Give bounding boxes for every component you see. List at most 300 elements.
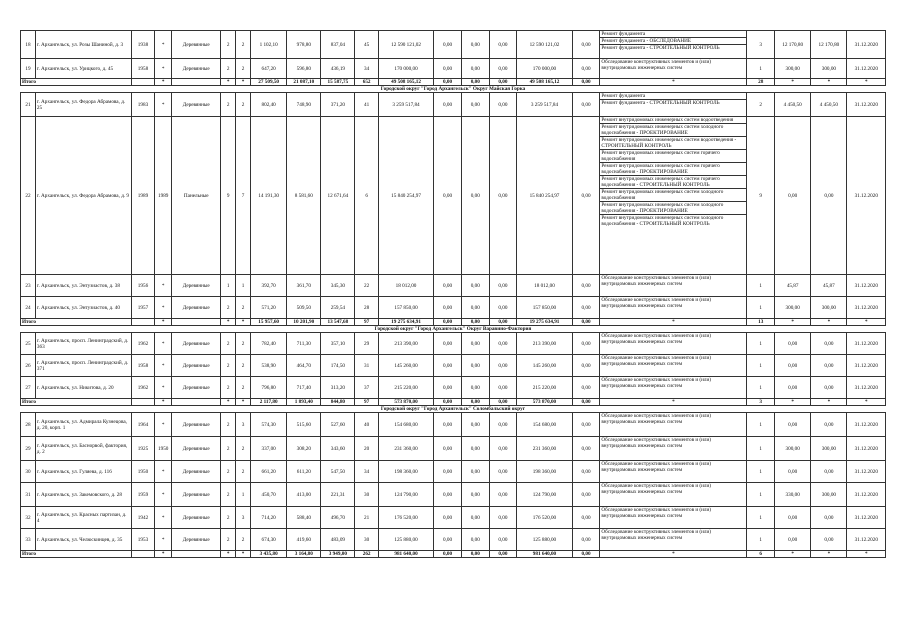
- cell-v2: 300,00: [811, 483, 847, 507]
- works-cell: [600, 93, 747, 117]
- work-item: Ремонт фундамента: [600, 93, 746, 100]
- row-number: 24: [21, 297, 36, 319]
- work-item: Обследование конструктивных элементов и (или) внутридомовых инженерных систем: [601, 413, 712, 425]
- total-cell-cnt: 3: [747, 399, 775, 406]
- cell-f5: 0,00: [572, 413, 600, 437]
- cell-f3: 0,00: [489, 413, 517, 437]
- work-item: Обследование конструктивных элементов и (или) внутридомовых инженерных систем: [601, 507, 712, 519]
- works-cell: [600, 483, 747, 507]
- cell-s2: 308,20: [287, 437, 321, 461]
- work-item: Ремонт внутридомовых инженерных систем холодного водоснабжения - ПРОЕКТИРОВАНИЕ: [600, 202, 746, 215]
- cell-f1: 0,00: [434, 461, 462, 483]
- cell-f2: 0,00: [461, 461, 489, 483]
- cell-f4: 176 520,00: [517, 507, 572, 529]
- cell-s3: 496,70: [321, 507, 355, 529]
- blank-cell: [131, 319, 154, 326]
- row-number: 25: [21, 333, 36, 355]
- total-cell-s3: 13 547,68: [321, 319, 355, 326]
- cell-y2: 1950: [155, 437, 172, 461]
- cell-date: 31.12.2020: [847, 377, 886, 399]
- cell-p: 34: [355, 461, 378, 483]
- works-cell: [600, 529, 747, 551]
- address-cell: г. Архангельск, ул. Челюскинцев, д. 35: [35, 529, 131, 551]
- works-cell: [600, 413, 747, 437]
- cell-s3: 436,19: [321, 59, 355, 79]
- work-item: Обследование конструктивных элементов и (или) внутридомовых инженерных систем: [601, 437, 712, 449]
- total-star: *: [155, 79, 172, 86]
- cell-f3: 0,00: [489, 93, 517, 117]
- cell-y2: *: [155, 31, 172, 59]
- cell-s2: 611,20: [287, 461, 321, 483]
- cell-fl: 2: [221, 529, 236, 551]
- cell-cost: 154 680,00: [378, 413, 433, 437]
- cell-s3: 837,04: [321, 31, 355, 59]
- cell-s1: 1 102,10: [251, 31, 287, 59]
- row-number: 32: [21, 507, 36, 529]
- works-cell: [600, 275, 747, 297]
- cell-v2: 0,00: [811, 117, 847, 275]
- cell-f5: 0,00: [572, 377, 600, 399]
- cell-cnt: 1: [747, 483, 775, 507]
- cell-fl: 2: [221, 93, 236, 117]
- total-star: *: [221, 551, 236, 558]
- cell-y1: 1962: [131, 377, 154, 399]
- table-row: [21, 117, 886, 275]
- work-item: Ремонт внутридомовых инженерных систем холодного водоснабжения - ПРОЕКТИРОВАНИЕ: [600, 124, 746, 137]
- cell-cost: 12 590 121,02: [378, 31, 433, 59]
- cell-s3: 259,54: [321, 297, 355, 319]
- cell-en: 2: [236, 437, 251, 461]
- cell-f3: 0,00: [489, 117, 517, 275]
- cell-s2: 8 581,60: [287, 117, 321, 275]
- cell-y2: *: [155, 529, 172, 551]
- cell-cnt: 1: [747, 413, 775, 437]
- cell-f4: 170 000,00: [517, 59, 572, 79]
- cell-f5: 0,00: [572, 355, 600, 377]
- table-row: [21, 377, 886, 399]
- cell-cost: 125 880,00: [378, 529, 433, 551]
- cell-s2: 464,70: [287, 355, 321, 377]
- cell-v2: 0,00: [811, 333, 847, 355]
- cell-s2: 711,30: [287, 333, 321, 355]
- total-cell-cnt: 13: [747, 319, 775, 326]
- total-cell-v2: *: [811, 79, 847, 86]
- cell-s1: 802,40: [251, 93, 287, 117]
- cell-v2: 0,00: [811, 355, 847, 377]
- total-label: Итого: [21, 551, 132, 558]
- address-cell: г. Архангельск, ул. Красных партизан, д. 4: [35, 507, 131, 529]
- total-cell-v1: *: [775, 319, 811, 326]
- cell-f2: 0,00: [461, 413, 489, 437]
- cell-fl: 2: [221, 483, 236, 507]
- total-cell-date: *: [847, 79, 886, 86]
- cell-s1: 674,30: [251, 529, 287, 551]
- cell-f5: 0,00: [572, 507, 600, 529]
- table-row: [21, 31, 886, 59]
- cell-s3: 174,50: [321, 355, 355, 377]
- works-cell: [600, 355, 747, 377]
- cell-fl: 2: [221, 437, 236, 461]
- total-cell-s2: 21 087,10: [287, 79, 321, 86]
- cell-f2: 0,00: [461, 93, 489, 117]
- cell-v2: 0,00: [811, 413, 847, 437]
- cell-y2: *: [155, 413, 172, 437]
- total-cell-f4: 573 870,00: [517, 399, 572, 406]
- cell-en: 2: [236, 333, 251, 355]
- work-item: Обследование конструктивных элементов и (или) внутридомовых инженерных систем: [601, 529, 712, 541]
- cell-cnt: 1: [747, 59, 775, 79]
- works-cell: [600, 59, 747, 79]
- total-cell-s3: 844,80: [321, 399, 355, 406]
- cell-v2: 0,00: [811, 507, 847, 529]
- total-star: *: [221, 319, 236, 326]
- cell-fl: 2: [221, 461, 236, 483]
- cell-mat: Панельные: [172, 117, 221, 275]
- address-cell: г. Архангельск, ул. Баснорвой, фактория, д. 2: [35, 437, 131, 461]
- address-cell: г. Архангельск, ул. Розы Шаниной, д. 3: [35, 31, 131, 59]
- cell-cost: 145 260,00: [378, 355, 433, 377]
- capital-repair-table: [20, 30, 886, 558]
- total-cell-f2: 0,00: [461, 399, 489, 406]
- cell-s3: 221,31: [321, 483, 355, 507]
- cell-date: 31.12.2020: [847, 31, 886, 59]
- cell-y1: 1925: [131, 437, 154, 461]
- cell-en: 2: [236, 297, 251, 319]
- cell-s3: 12 671,64: [321, 117, 355, 275]
- cell-f2: 0,00: [461, 117, 489, 275]
- cell-cnt: 1: [747, 377, 775, 399]
- cell-fl: 2: [221, 333, 236, 355]
- cell-s2: 717,40: [287, 377, 321, 399]
- cell-f2: 0,00: [461, 355, 489, 377]
- cell-v1: 0,00: [775, 333, 811, 355]
- cell-date: 31.12.2020: [847, 355, 886, 377]
- cell-f4: 215 220,00: [517, 377, 572, 399]
- cell-cnt: 1: [747, 333, 775, 355]
- cell-mat: Деревянные: [172, 413, 221, 437]
- cell-en: 2: [236, 377, 251, 399]
- cell-y1: 1957: [131, 297, 154, 319]
- cell-s2: 748,90: [287, 93, 321, 117]
- total-cell-f4: 19 275 634,91: [517, 319, 572, 326]
- cell-v1: 330,00: [775, 483, 811, 507]
- cell-v2: 45,87: [811, 275, 847, 297]
- cell-f4: 198 360,00: [517, 461, 572, 483]
- row-number: 26: [21, 355, 36, 377]
- table-row: [21, 529, 886, 551]
- cell-fl: 2: [221, 507, 236, 529]
- cell-en: 1: [236, 275, 251, 297]
- cell-f2: 0,00: [461, 507, 489, 529]
- total-label: Итого: [21, 79, 132, 86]
- cell-f2: 0,00: [461, 297, 489, 319]
- total-star: *: [155, 399, 172, 406]
- total-label: Итого: [21, 319, 132, 326]
- cell-f5: 0,00: [572, 437, 600, 461]
- row-number: 33: [21, 529, 36, 551]
- cell-f1: 0,00: [434, 377, 462, 399]
- cell-s3: 357,10: [321, 333, 355, 355]
- total-star: *: [221, 79, 236, 86]
- works-cell: [600, 117, 747, 275]
- cell-y2: *: [155, 507, 172, 529]
- district-header-row: [21, 406, 886, 413]
- cell-v1: 300,00: [775, 437, 811, 461]
- total-cell-w: *: [600, 79, 747, 86]
- cell-s1: 661,20: [251, 461, 287, 483]
- district-header: Городской округ "Город Архангельск" Соломбальский округ: [21, 406, 886, 413]
- district-header: Городской округ "Город Архангельск" Округ Майская Горка: [21, 86, 886, 93]
- table-row: [21, 93, 886, 117]
- cell-mat: Деревянные: [172, 355, 221, 377]
- total-cell-s3: 3 949,00: [321, 551, 355, 558]
- cell-v2: 0,00: [811, 377, 847, 399]
- total-cell-f1: 0,00: [434, 399, 462, 406]
- cell-en: 1: [236, 483, 251, 507]
- blank-cell: [172, 399, 221, 406]
- cell-en: 3: [236, 507, 251, 529]
- cell-f1: 0,00: [434, 297, 462, 319]
- total-cell-date: *: [847, 551, 886, 558]
- address-cell: г. Архангельск, ул. Энтузиастов, д. 38: [35, 275, 131, 297]
- cell-v2: 12 170,80: [811, 31, 847, 59]
- total-cell-p: 97: [355, 319, 378, 326]
- cell-p: 34: [355, 59, 378, 79]
- cell-date: 31.12.2020: [847, 333, 886, 355]
- table-row: [21, 413, 886, 437]
- total-cell-w: *: [600, 399, 747, 406]
- address-cell: г. Архангельск, ул. Адмирала Кузнецова, д. 20, корп. 1: [35, 413, 131, 437]
- work-item: Ремонт внутридомовых инженерных систем холодного водоснабжения: [600, 189, 746, 202]
- cell-y2: *: [155, 333, 172, 355]
- cell-f3: 0,00: [489, 355, 517, 377]
- table-row: [21, 59, 886, 79]
- table-row: [21, 507, 886, 529]
- total-cell-f2: 0,00: [461, 79, 489, 86]
- cell-f1: 0,00: [434, 355, 462, 377]
- works-cell: [600, 333, 747, 355]
- total-cell-w: *: [600, 551, 747, 558]
- cell-v1: 0,00: [775, 507, 811, 529]
- cell-v2: 300,00: [811, 59, 847, 79]
- cell-y2: *: [155, 461, 172, 483]
- total-cell-f5: 0,00: [572, 319, 600, 326]
- works-cell: [600, 461, 747, 483]
- cell-s2: 596,80: [287, 59, 321, 79]
- cell-s1: 571,20: [251, 297, 287, 319]
- cell-date: 31.12.2020: [847, 483, 886, 507]
- work-item: Ремонт внутридомовых инженерных систем водоотведения - СТРОИТЕЛЬНЫЙ КОНТРОЛЬ: [600, 137, 746, 150]
- cell-p: 30: [355, 529, 378, 551]
- total-cell-w: *: [600, 319, 747, 326]
- cell-f1: 0,00: [434, 117, 462, 275]
- cell-cost: 170 000,00: [378, 59, 433, 79]
- total-cell-f1: 0,00: [434, 551, 462, 558]
- cell-cnt: 1: [747, 507, 775, 529]
- total-star: *: [236, 79, 251, 86]
- cell-fl: 2: [221, 355, 236, 377]
- cell-f1: 0,00: [434, 275, 462, 297]
- cell-v1: 0,00: [775, 355, 811, 377]
- work-item: Ремонт фундамента - СТРОИТЕЛЬНЫЙ КОНТРОЛЬ: [601, 100, 720, 106]
- blank-cell: [131, 79, 154, 86]
- cell-fl: 2: [221, 297, 236, 319]
- address-cell: г. Архангельск, ул. Федора Абрамова, д. 25: [35, 93, 131, 117]
- cell-p: 28: [355, 297, 378, 319]
- cell-fl: 2: [221, 413, 236, 437]
- cell-cost: 176 520,00: [378, 507, 433, 529]
- cell-p: 21: [355, 507, 378, 529]
- table-row: [21, 275, 886, 297]
- cell-f5: 0,00: [572, 529, 600, 551]
- cell-y2: *: [155, 483, 172, 507]
- total-cell-s2: 1 893,40: [287, 399, 321, 406]
- cell-f4: 145 260,00: [517, 355, 572, 377]
- cell-mat: Деревянные: [172, 31, 221, 59]
- cell-f2: 0,00: [461, 275, 489, 297]
- cell-mat: Деревянные: [172, 59, 221, 79]
- cell-f3: 0,00: [489, 333, 517, 355]
- cell-f1: 0,00: [434, 93, 462, 117]
- cell-y2: *: [155, 355, 172, 377]
- work-item: Ремонт внутридомовых инженерных систем холодного водоснабжения - СТРОИТЕЛЬНЫЙ КОНТРОЛЬ: [601, 215, 724, 227]
- cell-p: 45: [355, 31, 378, 59]
- cell-y2: *: [155, 275, 172, 297]
- works-cell: [600, 31, 747, 59]
- cell-v2: 0,00: [811, 461, 847, 483]
- cell-f3: 0,00: [489, 529, 517, 551]
- total-cell-f3: 0,00: [489, 551, 517, 558]
- cell-f2: 0,00: [461, 333, 489, 355]
- work-item: Ремонт внутридомовых инженерных систем горячего водоснабжения - ПРОЕКТИРОВАНИЕ: [600, 163, 746, 176]
- cell-mat: Деревянные: [172, 333, 221, 355]
- cell-s2: 978,80: [287, 31, 321, 59]
- cell-f4: 124 790,00: [517, 483, 572, 507]
- cell-v2: 0,00: [811, 529, 847, 551]
- cell-v1: 4 450,50: [775, 93, 811, 117]
- cell-f1: 0,00: [434, 31, 462, 59]
- work-item: Ремонт фундамента: [600, 31, 746, 38]
- cell-f3: 0,00: [489, 483, 517, 507]
- cell-v1: 0,00: [775, 377, 811, 399]
- table-row: [21, 355, 886, 377]
- cell-en: 2: [236, 355, 251, 377]
- cell-f4: 125 880,00: [517, 529, 572, 551]
- cell-y1: 1942: [131, 507, 154, 529]
- blank-cell: [172, 551, 221, 558]
- cell-y1: 1959: [131, 483, 154, 507]
- cell-s2: 419,60: [287, 529, 321, 551]
- total-cell-f4: 981 640,00: [517, 551, 572, 558]
- cell-f2: 0,00: [461, 31, 489, 59]
- cell-cost: 198 360,00: [378, 461, 433, 483]
- total-cell-s1: 2 117,80: [251, 399, 287, 406]
- cell-f2: 0,00: [461, 529, 489, 551]
- table-row: [21, 437, 886, 461]
- row-number: 23: [21, 275, 36, 297]
- row-number: 29: [21, 437, 36, 461]
- cell-s1: 450,70: [251, 483, 287, 507]
- total-row: [21, 399, 886, 406]
- row-number: 30: [21, 461, 36, 483]
- cell-f4: 12 590 121,02: [517, 31, 572, 59]
- cell-date: 31.12.2020: [847, 507, 886, 529]
- cell-s1: 14 191,30: [251, 117, 287, 275]
- cell-f5: 0,00: [572, 483, 600, 507]
- cell-f2: 0,00: [461, 483, 489, 507]
- cell-en: 2: [236, 93, 251, 117]
- cell-fl: 2: [221, 31, 236, 59]
- cell-f4: 231 360,00: [517, 437, 572, 461]
- cell-y1: 1964: [131, 413, 154, 437]
- cell-p: 31: [355, 355, 378, 377]
- work-item: Обследование конструктивных элементов и (или) внутридомовых инженерных систем: [601, 59, 712, 71]
- cell-f3: 0,00: [489, 297, 517, 319]
- district-header: Городской округ "Город Архангельск" Округ Варавино-Фактория: [21, 326, 886, 333]
- row-number: 21: [21, 93, 36, 117]
- cell-date: 31.12.2020: [847, 59, 886, 79]
- work-item: Ремонт внутридомовых инженерных систем горячего водоснабжения: [600, 150, 746, 163]
- cell-f4: 157 850,00: [517, 297, 572, 319]
- total-cell-v1: *: [775, 79, 811, 86]
- total-cell-s1: 15 957,60: [251, 319, 287, 326]
- cell-s3: 547,50: [321, 461, 355, 483]
- cell-y1: 1962: [131, 333, 154, 355]
- cell-v1: 0,00: [775, 461, 811, 483]
- cell-f2: 0,00: [461, 377, 489, 399]
- total-star: *: [236, 399, 251, 406]
- total-cell-p: 97: [355, 399, 378, 406]
- cell-en: 2: [236, 59, 251, 79]
- blank-cell: [131, 551, 154, 558]
- total-cell-f2: 0,00: [461, 319, 489, 326]
- cell-cnt: 2: [747, 93, 775, 117]
- total-star: *: [236, 319, 251, 326]
- cell-mat: Деревянные: [172, 507, 221, 529]
- total-cell-f5: 0,00: [572, 79, 600, 86]
- cell-mat: Деревянные: [172, 297, 221, 319]
- table-row: [21, 333, 886, 355]
- cell-date: 31.12.2020: [847, 461, 886, 483]
- cell-mat: Деревянные: [172, 483, 221, 507]
- address-cell: г. Архангельск, ул. Урицкого, д. 45: [35, 59, 131, 79]
- cell-f4: 213 390,00: [517, 333, 572, 355]
- cell-f3: 0,00: [489, 31, 517, 59]
- blank-cell: [172, 79, 221, 86]
- cell-y2: 1989: [155, 117, 172, 275]
- cell-v1: 12 170,80: [775, 31, 811, 59]
- cell-f4: 15 840 254,97: [517, 117, 572, 275]
- address-cell: г. Архангельск, просп. Ленинградский, д. 371: [35, 355, 131, 377]
- table-row: [21, 483, 886, 507]
- cell-f1: 0,00: [434, 529, 462, 551]
- cell-s3: 371,20: [321, 93, 355, 117]
- total-cell-f3: 0,00: [489, 79, 517, 86]
- total-cell-f3: 0,00: [489, 399, 517, 406]
- row-number: 22: [21, 117, 36, 275]
- total-row: [21, 79, 886, 86]
- total-cell-cost: 49 508 165,12: [378, 79, 433, 86]
- cell-date: 31.12.2020: [847, 413, 886, 437]
- cell-s1: 538,90: [251, 355, 287, 377]
- total-star: *: [155, 551, 172, 558]
- total-cell-v2: *: [811, 319, 847, 326]
- total-cell-s1: 3 435,80: [251, 551, 287, 558]
- cell-f3: 0,00: [489, 437, 517, 461]
- cell-f1: 0,00: [434, 413, 462, 437]
- cell-f5: 0,00: [572, 117, 600, 275]
- cell-s1: 782,40: [251, 333, 287, 355]
